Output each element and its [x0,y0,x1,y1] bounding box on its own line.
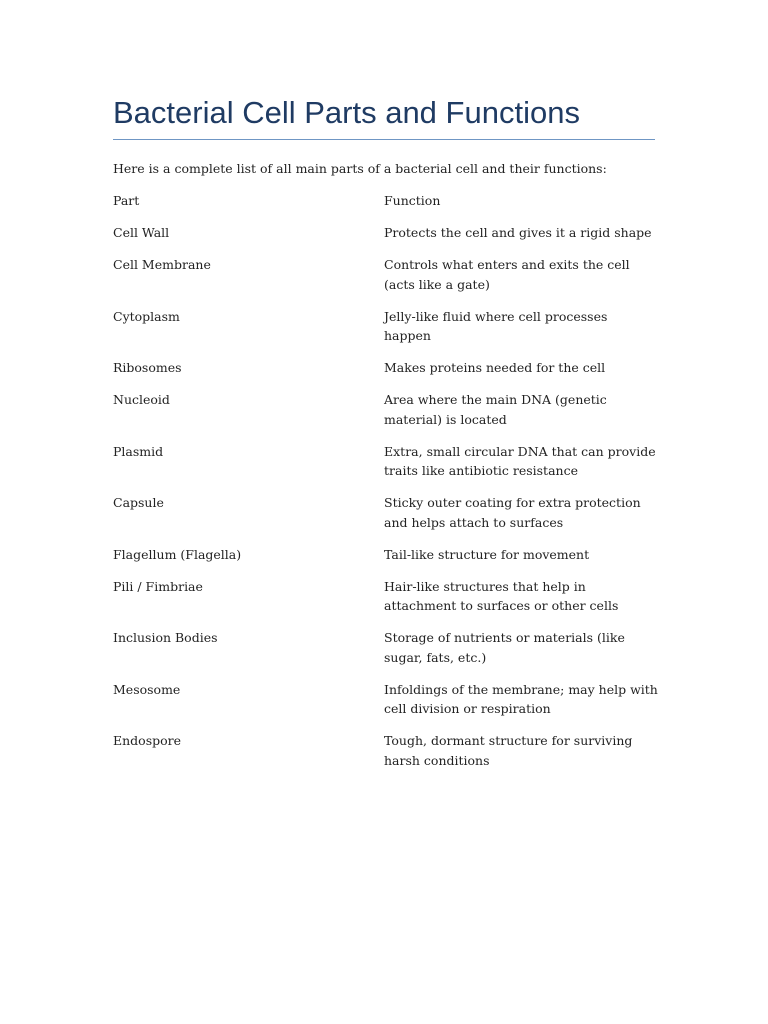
row-function: Area where the main DNA (genetic material) is located [384,392,607,427]
table-row [113,493,658,532]
table-row [113,390,658,429]
row-function: Controls what enters and exits the cell (acts like a gate) [384,257,630,292]
row-function: Protects the cell and gives it a rigid shape [384,225,652,240]
row-function: Sticky outer coating for extra protection and helps attach to surfaces [384,495,641,530]
page-title: Bacterial Cell Parts and Functions [113,95,580,130]
table-row [113,358,658,378]
table-row [113,577,658,616]
table-row [113,628,658,667]
row-function: Hair-like structures that help in attachment to surfaces or other cells [384,578,619,613]
header-part: Part [113,193,140,208]
row-function: Extra, small circular DNA that can provide traits like antibiotic resistance [384,443,656,478]
row-function: Infoldings of the membrane; may help with cell division or respiration [384,681,658,716]
title-underline [113,139,655,140]
row-part: Inclusion Bodies [113,630,218,645]
row-part: Mesosome [113,681,181,697]
table-header-row [113,191,658,211]
row-part: Endospore [113,733,182,748]
row-part: Ribosomes [113,360,182,375]
intro-paragraph: Here is a complete list of all main parts of a bacterial cell and their functions: [113,161,607,176]
table-row [113,731,658,770]
row-part: Nucleoid [113,392,170,407]
row-function: Tail-like structure for movement [384,546,590,562]
table-row [113,223,658,243]
header-function: Function [384,193,441,208]
row-function: Makes proteins needed for the cell [384,360,606,375]
table-row [113,442,658,481]
row-function: Tough, dormant structure for surviving harsh conditions [384,733,633,768]
parts-table [113,191,658,783]
table-row [113,255,658,294]
row-function: Jelly-like fluid where cell processes happen [384,308,608,343]
row-part: Cell Membrane [113,257,211,272]
row-part: Plasmid [113,443,164,459]
row-part: Capsule [113,495,164,510]
table-row [113,307,658,346]
row-part: Cytoplasm [113,308,180,324]
row-part: Cell Wall [113,225,170,240]
row-function: Storage of nutrients or materials (like sugar, fats, etc.) [384,630,625,665]
table-row [113,545,658,565]
row-part: Flagellum (Flagella) [113,546,242,562]
row-part: Pili / Fimbriae [113,578,203,594]
table-row [113,680,658,719]
